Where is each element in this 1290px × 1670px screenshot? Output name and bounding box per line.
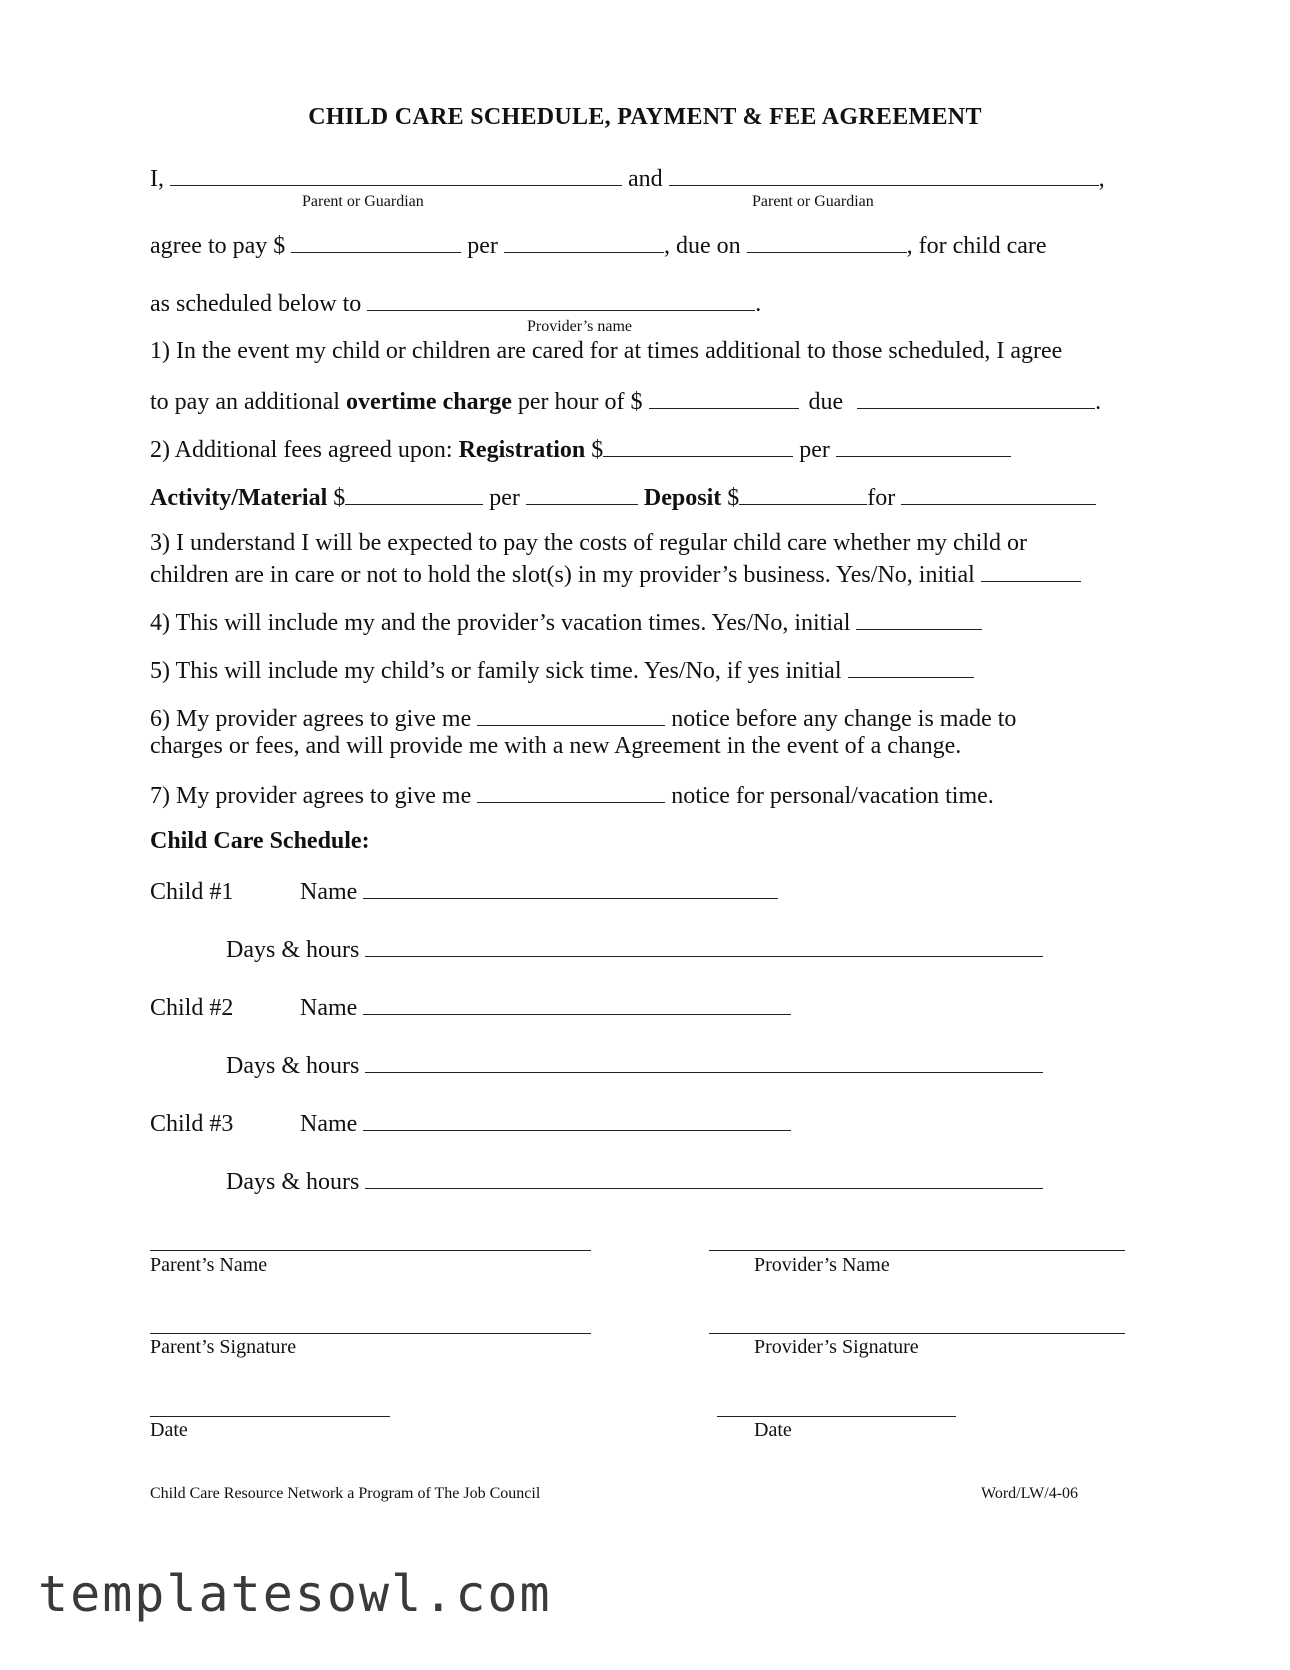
provider-period: . [755, 291, 762, 317]
item-1-pre: to pay an additional [150, 389, 340, 415]
item-7-notice-field[interactable] [477, 780, 665, 803]
child-2-name-row [150, 992, 791, 1022]
item-4-initial-field[interactable] [856, 607, 982, 630]
overtime-due-field[interactable] [857, 386, 1095, 409]
registration-label: Registration [458, 437, 586, 463]
provider-signature-field[interactable] [709, 1333, 1125, 1334]
item-1-post: per hour of $ [517, 389, 643, 415]
provider-name-field[interactable] [367, 288, 755, 311]
footer-left: Child Care Resource Network a Program of The Job Council [150, 1485, 541, 1502]
child-1-label: Child #1 [150, 879, 234, 905]
schedule-heading: Child Care Schedule: [150, 828, 370, 854]
item-4-text: 4) This will include my and the provider’s vacation times. Yes/No, initial [150, 610, 851, 636]
child-2-name-field[interactable] [363, 992, 791, 1015]
child-3-name-label: Name [300, 1111, 358, 1137]
item-5-line [150, 655, 974, 685]
item-6-line-b: charges or fees, and will provide me with a new Agreement in the event of a change. [150, 733, 962, 759]
intro-comma: , [1098, 166, 1105, 192]
deposit-label: Deposit [643, 485, 722, 511]
item-3-text: children are in care or not to hold the slot(s) in my provider’s business. Yes/No, initial [150, 562, 975, 588]
item-1-due: due [808, 389, 844, 415]
form-title: CHILD CARE SCHEDULE, PAYMENT & FEE AGREEMENT [308, 104, 982, 130]
item-6-notice-field[interactable] [477, 703, 665, 726]
parent-date-field[interactable] [150, 1416, 390, 1417]
child-3-name-row [150, 1108, 791, 1138]
child-1-name-row [150, 876, 778, 906]
item-2-line [150, 434, 1011, 464]
registration-dollar: $ [591, 437, 604, 463]
provider-date-label: Date [754, 1419, 792, 1441]
item-1-period: . [1095, 389, 1102, 415]
overtime-amount-field[interactable] [649, 386, 799, 409]
child-2-days-field[interactable] [365, 1050, 1043, 1073]
child-2-days-label: Days & hours [226, 1053, 360, 1079]
intro-line [150, 163, 1105, 193]
item-4-line [150, 607, 982, 637]
agree-to-pay-text: agree to pay $ [150, 233, 286, 259]
child-3-days-field[interactable] [365, 1166, 1043, 1189]
parent-signature-label: Parent’s Signature [150, 1336, 297, 1358]
child-1-days-row [226, 934, 1043, 964]
item-5-initial-field[interactable] [848, 655, 974, 678]
child-1-name-label: Name [300, 879, 358, 905]
item-7-post: notice for personal/vacation time. [671, 783, 994, 809]
item-3-line-b [150, 559, 1081, 589]
activity-dollar: $ [333, 485, 346, 511]
child-2-name-label: Name [300, 995, 358, 1021]
child-2-label: Child #2 [150, 995, 234, 1021]
provider-name-label: Provider’s Name [754, 1254, 890, 1276]
provider-name-caption: Provider’s name [527, 318, 633, 335]
watermark: templatesowl.com [38, 1565, 552, 1623]
registration-per: per [799, 437, 830, 463]
activity-amount-field[interactable] [345, 482, 483, 505]
provider-line [150, 288, 761, 318]
for-child-care-text: , for child care [906, 233, 1047, 259]
item-7-pre: 7) My provider agrees to give me [150, 783, 472, 809]
item-3-line-a: 3) I understand I will be expected to pay the costs of regular child care whether my child or [150, 530, 1028, 556]
parent-guardian-1-caption: Parent or Guardian [302, 193, 424, 210]
parent-guardian-2-caption: Parent or Guardian [752, 193, 874, 210]
parent-date-label: Date [150, 1419, 188, 1441]
footer-right: Word/LW/4-06 [981, 1485, 1079, 1502]
agree-to-pay-line [150, 230, 1047, 260]
as-scheduled-text: as scheduled below to [150, 291, 362, 317]
item-3-initial-field[interactable] [981, 559, 1081, 582]
overtime-charge-label: overtime charge [345, 389, 512, 415]
child-3-name-field[interactable] [363, 1108, 791, 1131]
child-1-name-field[interactable] [363, 876, 778, 899]
activity-material-label: Activity/Material [150, 485, 328, 511]
item-2-pre: 2) Additional fees agreed upon: [150, 437, 453, 463]
provider-signature-label: Provider’s Signature [754, 1336, 919, 1358]
item-6-post: notice before any change is made to [671, 706, 1017, 732]
intro-i: I, [150, 166, 164, 192]
item-1-line-a: 1) In the event my child or children are cared for at times additional to those scheduled, I agree [150, 338, 1063, 364]
registration-amount-field[interactable] [603, 434, 793, 457]
deposit-for: for [867, 485, 896, 511]
intro-and: and [628, 166, 663, 192]
activity-per: per [489, 485, 520, 511]
item-6-line-a [150, 703, 1016, 733]
per-text: per [467, 233, 498, 259]
deposit-for-field[interactable] [901, 482, 1096, 505]
activity-period-field[interactable] [526, 482, 638, 505]
payment-amount-field[interactable] [291, 230, 461, 253]
deposit-dollar: $ [727, 485, 740, 511]
child-1-days-field[interactable] [365, 934, 1043, 957]
child-3-days-row [226, 1166, 1043, 1196]
activity-deposit-line [150, 482, 1096, 512]
provider-name-signature-field[interactable] [709, 1250, 1125, 1251]
item-6-pre: 6) My provider agrees to give me [150, 706, 472, 732]
parent-guardian-1-field[interactable] [170, 163, 622, 186]
item-1-line-b [150, 386, 1101, 416]
item-5-text: 5) This will include my child’s or family sick time. Yes/No, if yes initial [150, 658, 842, 684]
child-3-days-label: Days & hours [226, 1169, 360, 1195]
registration-period-field[interactable] [836, 434, 1011, 457]
child-3-label: Child #3 [150, 1111, 234, 1137]
due-on-text: , due on [663, 233, 741, 259]
due-date-field[interactable] [747, 230, 907, 253]
provider-date-field[interactable] [717, 1416, 956, 1417]
payment-period-field[interactable] [504, 230, 664, 253]
item-7-line [150, 780, 994, 810]
deposit-amount-field[interactable] [739, 482, 867, 505]
child-1-days-label: Days & hours [226, 937, 360, 963]
parent-name-label: Parent’s Name [150, 1254, 268, 1276]
parent-guardian-2-field[interactable] [669, 163, 1099, 186]
parent-name-field[interactable] [150, 1250, 591, 1251]
parent-signature-field[interactable] [150, 1333, 591, 1334]
child-2-days-row [226, 1050, 1043, 1080]
